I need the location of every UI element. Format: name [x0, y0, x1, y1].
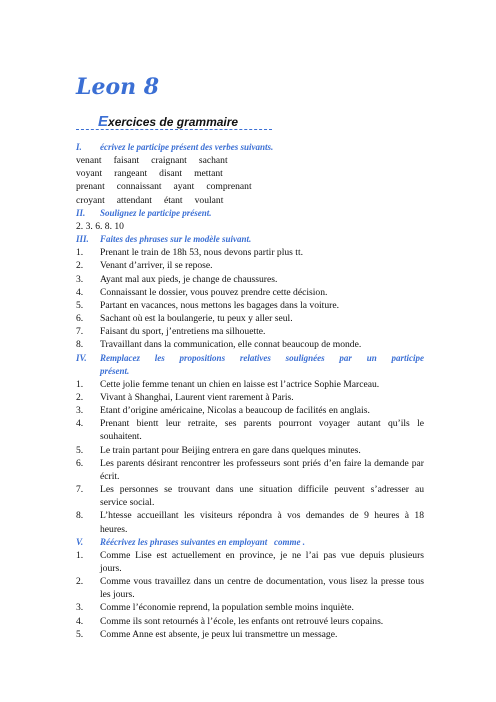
- participle-word: prenant: [76, 181, 105, 193]
- item-number: [76, 523, 100, 536]
- item-text: Connaissant le dossier, vous pouvez prendre cette décision.: [100, 286, 328, 298]
- section-iv-title: [76, 352, 424, 365]
- participle-word: craignant: [151, 155, 187, 167]
- list-item: [76, 404, 424, 417]
- list-item: [76, 259, 424, 272]
- participle-word: comprenant: [206, 181, 252, 193]
- section-text: Réécrivez les phrases suivantes en employant comme .: [100, 536, 305, 547]
- item-number: [76, 588, 100, 601]
- item-number: 8.: [76, 510, 84, 522]
- list-item: [76, 457, 424, 470]
- item-number: 7.: [76, 484, 84, 496]
- list-item: [76, 509, 424, 522]
- item-number: 8.: [76, 339, 84, 351]
- section-ii-answer: 2. 3. 6. 8. 10: [76, 220, 124, 232]
- section-number: II.: [76, 207, 86, 218]
- list-item: [76, 615, 424, 628]
- section-number: I.: [76, 142, 82, 152]
- list-item: [76, 575, 424, 588]
- item-text: Partant en vacances, nous mettons les bagages dans la voiture.: [100, 299, 339, 311]
- participle-word: mettant: [194, 168, 223, 180]
- participle-word: sachant: [198, 155, 228, 167]
- item-number: 4.: [76, 286, 84, 298]
- item-number: 2.: [76, 391, 84, 403]
- list-item: [76, 523, 424, 536]
- exercises-heading: [98, 113, 238, 130]
- item-number: 5.: [76, 628, 84, 640]
- participle-word: venant: [76, 155, 102, 167]
- section-text: Faites des phrases sur le modèle suivant.: [100, 234, 252, 245]
- item-number: 1.: [76, 549, 84, 561]
- item-text: Comme Lise est actuellement en province, je ne l’ai pas vue depuis plusieurs: [100, 549, 424, 561]
- item-number: 5.: [76, 444, 84, 456]
- item-number: [76, 562, 100, 575]
- list-item: [76, 417, 424, 430]
- section-iv-title-cont: [76, 365, 424, 378]
- item-number: 1.: [76, 247, 84, 259]
- list-item: [76, 549, 424, 562]
- item-text: Faisant du sport, j’entretiens ma silhouette.: [100, 326, 266, 338]
- participle-word: faisant: [113, 155, 140, 167]
- item-number: 4.: [76, 418, 84, 430]
- section-text: présent.: [100, 365, 130, 376]
- list-item: [76, 338, 424, 351]
- section-i-title: [76, 141, 424, 154]
- item-text: Venant d’arriver, il se repose.: [100, 260, 213, 272]
- heading-rest: xercices de grammaire: [108, 115, 239, 129]
- item-text: L’htesse accueillant les visiteurs répondra à vos demandes de 9 heures à 18: [100, 510, 424, 522]
- list-item: [76, 273, 424, 286]
- participle-row: [76, 194, 424, 207]
- item-text: Travaillant dans la communication, elle connat beaucoup de monde.: [100, 339, 362, 351]
- item-number: 2.: [76, 576, 84, 588]
- item-text: Les parents désirant rencontrer les professeurs sont priés d’en faire la demande par: [100, 457, 424, 469]
- item-number: 6.: [76, 313, 84, 325]
- item-number: 2.: [76, 260, 84, 272]
- item-text: Etant d’origine américaine, Nicolas a beaucoup de facilités en anglais.: [100, 405, 370, 417]
- item-number: 1.: [76, 378, 84, 390]
- item-text: jours.: [100, 563, 122, 574]
- item-text: Comme vous travaillez dans un centre de documentation, vous lisez la presse tous: [100, 576, 424, 588]
- item-text: Comme ils sont retournés à l’école, les enfants ont retrouvé leurs copains.: [100, 615, 384, 627]
- participle-word: connaissant: [116, 181, 162, 193]
- section-iv-list: [76, 378, 424, 536]
- participle-row: [76, 167, 424, 180]
- list-item: [76, 470, 424, 483]
- item-text: Comme Anne est absente, je peux lui transmettre un message.: [100, 628, 338, 640]
- item-number: 3.: [76, 602, 84, 614]
- list-item: [76, 496, 424, 509]
- heading-underline: [76, 129, 272, 130]
- participle-word: disant: [159, 168, 183, 180]
- item-text: Vivant à Shanghai, Laurent vient rarement à Paris.: [100, 391, 294, 403]
- heading-initial: E: [98, 113, 109, 130]
- participle-word-list: [76, 154, 424, 207]
- section-v-title: [76, 536, 424, 549]
- list-item: [76, 286, 424, 299]
- list-item: [76, 378, 424, 391]
- item-number: 4.: [76, 615, 84, 627]
- item-text: Le train partant pour Beijing entrera en gare dans quelques minutes.: [100, 444, 361, 456]
- item-text: heures.: [100, 523, 128, 535]
- list-item: [76, 601, 424, 614]
- item-text: Prenant le train de 18h 53, nous devons partir plus tt.: [100, 247, 304, 259]
- participle-word: voyant: [76, 168, 103, 180]
- item-text: souhaitent.: [100, 431, 142, 443]
- list-item: [76, 628, 424, 641]
- list-item: [76, 299, 424, 312]
- participle-word: étant: [163, 194, 183, 206]
- list-item: [76, 312, 424, 325]
- section-iii-title: [76, 233, 424, 246]
- item-text: Ayant mal aux pieds, je change de chaussures.: [100, 273, 278, 285]
- section-iii-list: [76, 246, 424, 351]
- list-item: [76, 325, 424, 338]
- section-text: Remplacez les propositions relatives soulignées par un participe: [100, 352, 424, 363]
- item-text: Les personnes se trouvant dans une situation difficile peuvent s’adresser au: [100, 484, 424, 496]
- exercise-content: [76, 141, 424, 641]
- list-item: [76, 588, 424, 601]
- participle-word: croyant: [76, 194, 105, 206]
- item-text: service social.: [100, 497, 155, 509]
- participle-word: voulant: [194, 194, 224, 206]
- item-text: écrit.: [100, 470, 120, 482]
- item-number: 6.: [76, 457, 84, 469]
- item-text: Sachant où est la boulangerie, tu peux y aller seul.: [100, 313, 293, 325]
- list-item: [76, 483, 424, 496]
- item-number: 5.: [76, 299, 84, 311]
- item-number: [76, 496, 100, 509]
- section-number: IV.: [76, 352, 87, 363]
- section-v-list: [76, 549, 424, 641]
- item-text: Cette jolie femme tenant un chien en laisse est l’actrice Sophie Marceau.: [100, 378, 380, 390]
- list-item: [76, 562, 424, 575]
- item-number: 3.: [76, 273, 84, 285]
- participle-row: [76, 154, 424, 167]
- item-number: 3.: [76, 405, 84, 417]
- participle-word: ayant: [173, 181, 195, 193]
- item-text: les jours.: [100, 589, 135, 601]
- section-number: V.: [76, 536, 84, 547]
- participle-word: rangeant: [114, 168, 148, 180]
- section-ii-title: [76, 207, 424, 220]
- lesson-title: Leon 8: [76, 74, 160, 100]
- item-number: 7.: [76, 326, 84, 338]
- item-number: [76, 430, 100, 443]
- section-text: Soulignez le participe présent.: [100, 207, 212, 218]
- section-text: écrivez le participe présent des verbes suivants.: [100, 142, 274, 152]
- participle-word: attendant: [116, 194, 152, 206]
- participle-row: [76, 180, 424, 193]
- list-item: [76, 246, 424, 259]
- list-item: [76, 444, 424, 457]
- list-item: [76, 391, 424, 404]
- item-text: Prenant bientt leur retraite, ses parents pourront voyager autant qu’ils le: [100, 418, 424, 430]
- item-text: Comme l’économie reprend, la population semble moins inquiète.: [100, 602, 354, 614]
- section-number: III.: [76, 234, 89, 245]
- list-item: [76, 430, 424, 443]
- item-number: [76, 470, 100, 483]
